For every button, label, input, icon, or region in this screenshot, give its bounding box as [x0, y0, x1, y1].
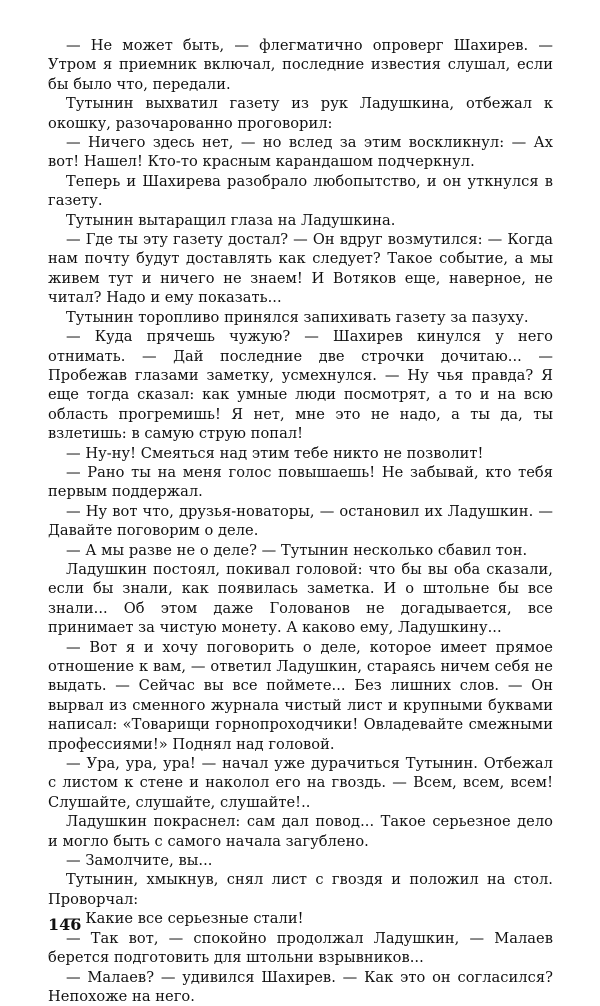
paragraph: Тутынин, хмыкнув, снял лист с гвоздя и положил на стол. Проворчал: — [48, 870, 553, 909]
paragraph: Тутынин торопливо принялся запихивать газету за пазуху. — [48, 308, 553, 327]
paragraph: — Где ты эту газету достал? — Он вдруг возмутился: — Когда нам почту будут доставлять как следует? Такое событие, а мы живем тут и ничего не знаем! И Вотяков еще, наверное, не читал? Надо и ему показать... — [48, 230, 553, 308]
paragraph: — Малаев? — удивился Шахирев. — Как это он согласился? Непохоже на него. — [48, 968, 553, 1006]
paragraph: — Ура, ура, ура! — начал уже дурачиться Тутынин. Отбежал с листом к стене и наколол его на гвоздь. — Всем, всем, всем! Слушайте, слушайте, слушайте!.. — [48, 754, 553, 812]
paragraph: — Куда прячешь чужую? — Шахирев кинулся у него отнимать. — Дай последние две строчки дочитаю... — Пробежав глазами заметку, усмехнулся. — Ну чья правда? Я еще тогда сказал: как умные люди посмотрят, а то и на всю область прогремишь! Я нет, мне это не надо, а ты да, ты взлетишь: в самую струю попал! — [48, 327, 553, 443]
paragraph: — А мы разве не о деле? — Тутынин несколько сбавил тон. — [48, 541, 553, 560]
paragraph: — Замолчите, вы... — [48, 851, 553, 870]
paragraph: Ладушкин покраснел: сам дал повод... Такое серьезное дело и могло быть с самого начала загублено. — [48, 812, 553, 851]
paragraph: Теперь и Шахирева разобрало любопытство, и он уткнулся в газету. — [48, 172, 553, 211]
page-number: 146 — [48, 915, 81, 934]
paragraph: — Рано ты на меня голос повышаешь! Не забывай, кто тебя первым поддержал. — [48, 463, 553, 502]
paragraph: Ладушкин постоял, покивал головой: что бы вы оба сказали, если бы знали, как появилась заметка. И о штольне бы все знали... Об этом даже Голованов не догадывается, все принимает за чистую монету. А каково ему, Ладушкину... — [48, 560, 553, 638]
paragraph: — Ничего здесь нет, — но вслед за этим воскликнул: — Ах вот! Нашел! Кто-то красным карандашом подчеркнул. — [48, 133, 553, 172]
paragraph: Тутынин вытаращил глаза на Ладушкина. — [48, 211, 553, 230]
paragraph: — Какие все серьезные стали! — [48, 909, 553, 928]
paragraph: — Ну-ну! Смеяться над этим тебе никто не позволит! — [48, 444, 553, 463]
paragraph: — Так вот, — спокойно продолжал Ладушкин, — Малаев берется подготовить для штольни взрывников... — [48, 929, 553, 968]
paragraph: Тутынин выхватил газету из рук Ладушкина, отбежал к окошку, разочарованно проговорил: — [48, 94, 553, 133]
body-text — [48, 36, 553, 1006]
paragraph: — Ну вот что, друзья-новаторы, — остановил их Ладушкин. — Давайте поговорим о деле. — [48, 502, 553, 541]
paragraph: — Не может быть, — флегматично опроверг Шахирев. — Утром я приемник включал, последние известия слушал, если бы было что, передали. — [48, 36, 553, 94]
paragraph: — Вот я и хочу поговорить о деле, которое имеет прямое отношение к вам, — ответил Ладушкин, стараясь ничем себя не выдать. — Сейчас вы все поймете... Без лишних слов. — Он вырвал из сменного журнала чистый лист и крупными буквами написал: «Товарищи горнопроходчики! Овладевайте смежными профессиями!» Поднял над головой. — [48, 638, 553, 754]
